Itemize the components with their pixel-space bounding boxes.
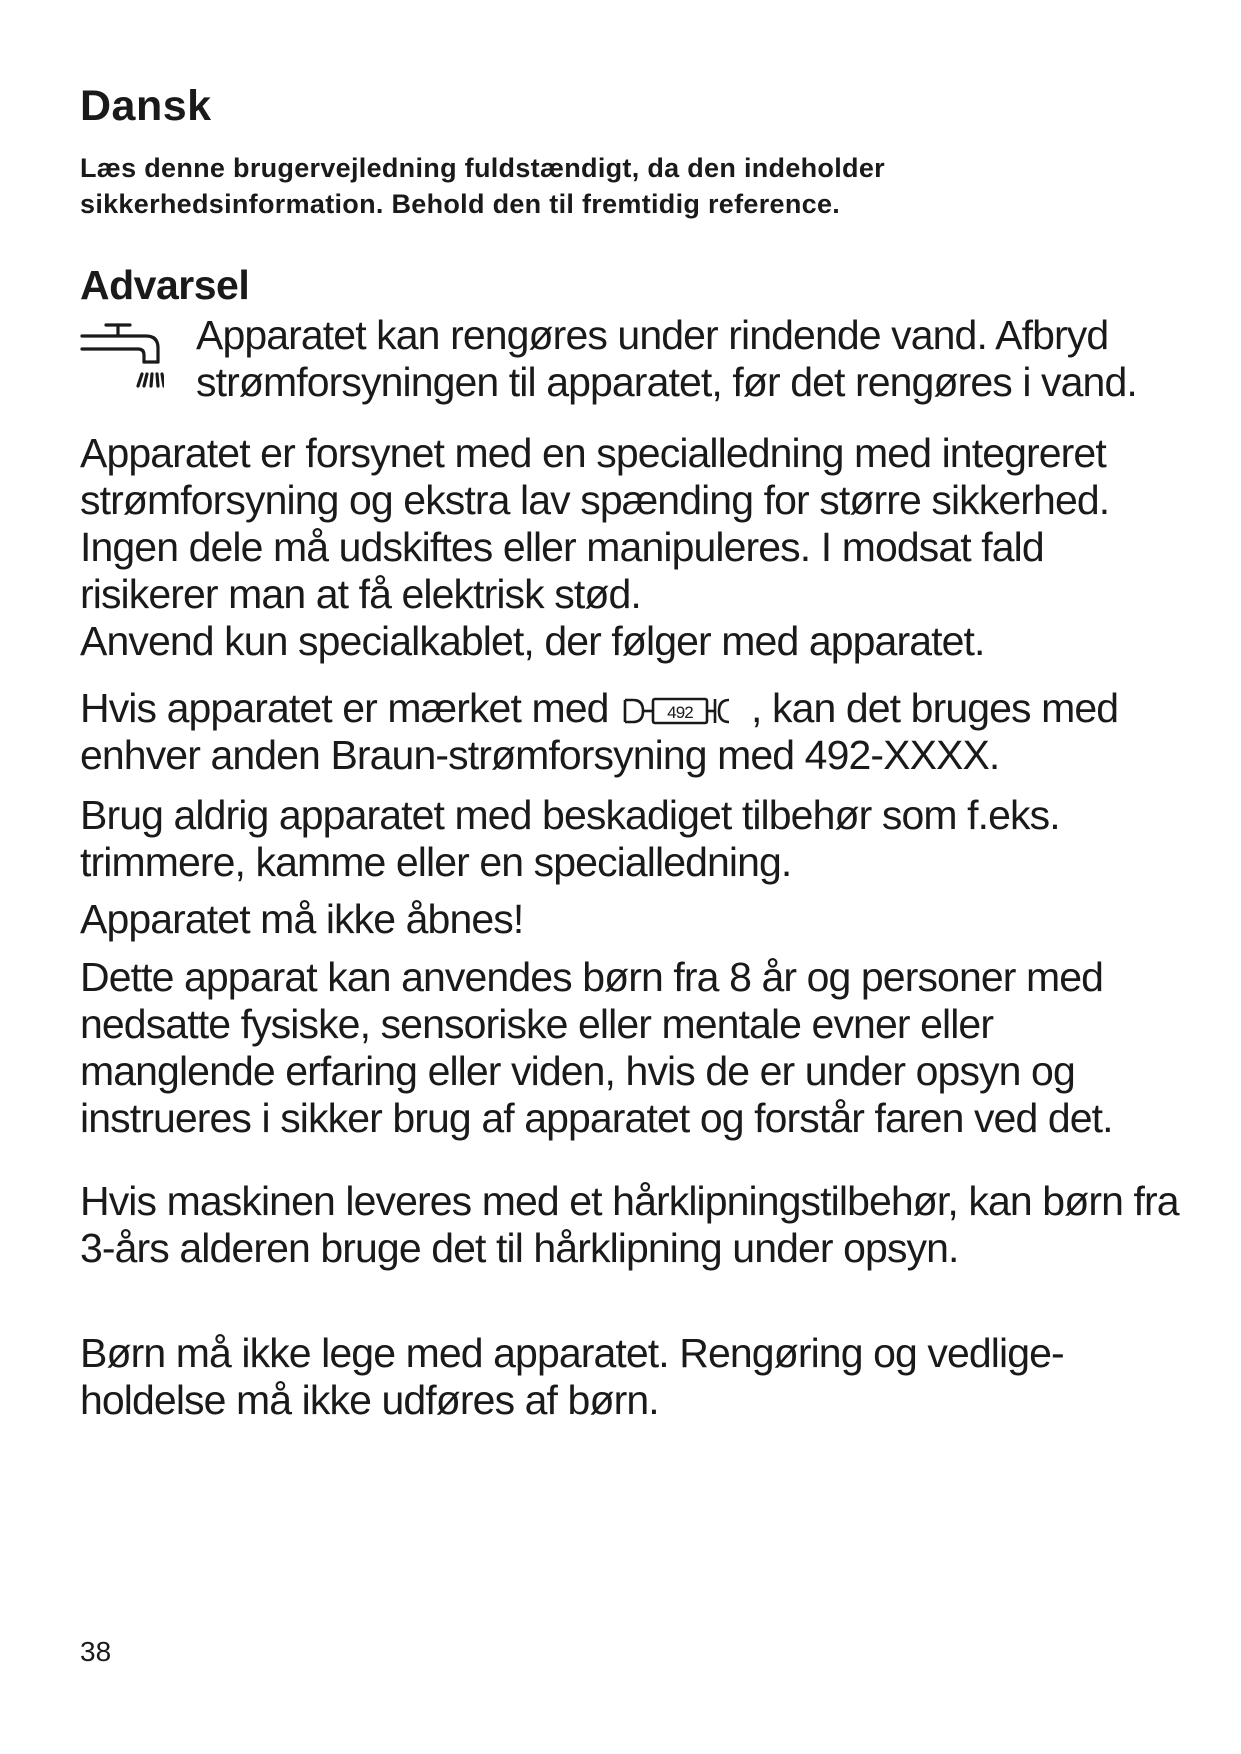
page-number: 38: [80, 1636, 112, 1667]
children-persons-paragraph: Dette apparat kan anvendes børn fra 8 år og personer med nedsatte fysiske, sensoriske eller mentale evner eller manglende erfaring eller viden, hvis de er under opsyn og instrueres i sikker brug af apparatet og forstår faren ved det.: [80, 954, 1113, 1141]
warning-text: Apparatet kan rengøres under rindende vand. Afbryd strømforsyningen til apparatet, før det rengøres i vand.: [196, 312, 1137, 405]
intro-text: Læs denne brugervejledning fuldstændigt, da den indeholder sikkerhedsinformation. Behold den til fremtidig reference.: [80, 153, 885, 219]
water-tap-icon: [80, 322, 164, 398]
damaged-accessory-paragraph: Brug aldrig apparatet med beskadiget tilbehør som f.eks. trimmere, kamme eller en specialledning.: [80, 792, 1060, 885]
hair-clipping-paragraph: Hvis maskinen leveres med et hårklipningstilbehør, kan børn fra 3-års alderen bruge det til hårklipning under opsyn.: [80, 1178, 1179, 1271]
braun-connector-symbol-icon: [621, 691, 749, 731]
marking-paragraph: [80, 685, 1180, 779]
power-supply-paragraph: Apparatet er forsynet med en specialledning med integreret strømforsyning og ekstra lav spænding for større sikkerhed. Ingen dele må udskiftes eller manipuleres. I modsat fald risikerer man at få elektrisk stød.: [80, 430, 1110, 617]
marking-text-after: , kan det bruges med enhver anden Braun-strømforsyning med 492-XXXX.: [80, 685, 1119, 778]
marking-text-before: Hvis apparatet er mærket med: [80, 685, 619, 731]
warning-heading: Advarsel: [80, 262, 250, 308]
connector-label: 492: [667, 703, 693, 723]
do-not-open-paragraph: Apparatet må ikke åbnes!: [80, 896, 524, 942]
language-heading: Dansk: [80, 82, 212, 130]
special-cable-paragraph: Anvend kun specialkablet, der følger med apparatet.: [80, 618, 985, 664]
children-play-paragraph: Børn må ikke lege med apparatet. Rengøring og vedligeholdelse må ikke udføres af børn.: [80, 1330, 1065, 1423]
